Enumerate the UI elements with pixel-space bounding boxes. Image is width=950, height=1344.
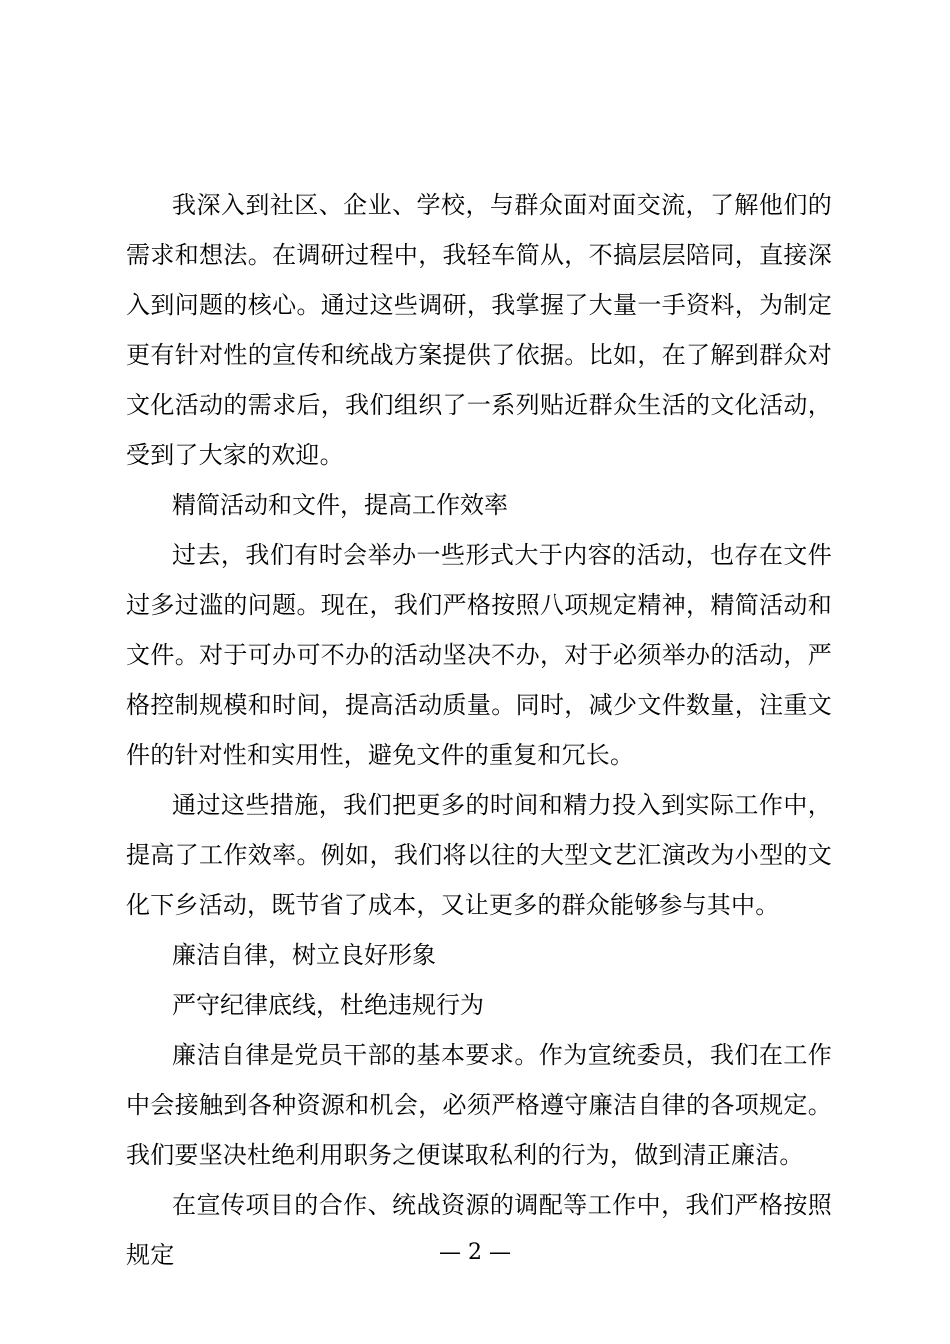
paragraph-measures: 通过这些措施，我们把更多的时间和精力投入到实际工作中，提高了工作效率。例如，我们将以往的大型文艺汇演改为小型的文化下乡活动，既节省了成本，又让更多的群众能够参与其中。 — [126, 791, 832, 919]
heading-integrity: 廉洁自律，树立良好形象 — [172, 941, 436, 969]
paragraph-cooperation: 在宣传项目的合作、统战资源的调配等工作中，我们严格按照规定 — [126, 1191, 832, 1269]
page-number: — 2 — — [439, 1240, 511, 1265]
paragraph-self-discipline: 廉洁自律是党员干部的基本要求。作为宣统委员，我们在工作中会接触到各种资源和机会，必须严格遵守廉洁自律的各项规定。我们要坚决杜绝利用职务之便谋取私利的行为，做到清正廉洁。 — [126, 1041, 832, 1169]
paragraph-research: 我深入到社区、企业、学校，与群众面对面交流，了解他们的需求和想法。在调研过程中，我轻车简从，不搞层层陪同，直接深入到问题的核心。通过这些调研，我掌握了大量一手资料，为制定更有针对性的宣传和统战方案提供了依据。比如，在了解到群众对文化活动的需求后，我们组织了一系列贴近群众生活的文化活动，受到了大家的欢迎。 — [126, 191, 832, 469]
paragraph-past-activities: 过去，我们有时会举办一些形式大于内容的活动，也存在文件过多过滥的问题。现在，我们严格按照八项规定精神，精简活动和文件。对于可办可不办的活动坚决不办，对于必须举办的活动，严格控制规模和时间，提高活动质量。同时，减少文件数量，注重文件的针对性和实用性，避免文件的重复和冗长。 — [126, 541, 832, 769]
heading-discipline: 严守纪律底线，杜绝违规行为 — [172, 991, 484, 1019]
document-body — [126, 180, 832, 1280]
heading-streamline: 精简活动和文件，提高工作效率 — [172, 491, 508, 519]
